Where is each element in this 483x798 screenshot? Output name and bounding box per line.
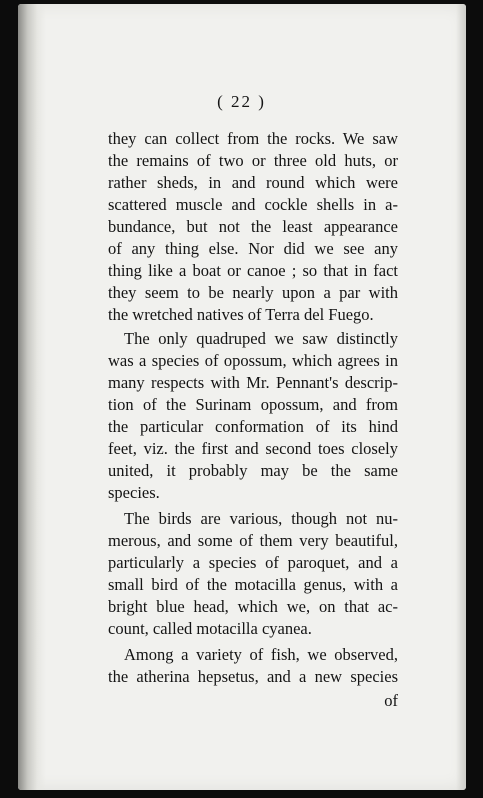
text-line: tion of the Surinam opossum, and from xyxy=(108,395,398,414)
text-line: merous, and some of them very beautiful, xyxy=(108,531,398,550)
text-line: rather sheds, in and round which were xyxy=(108,173,398,192)
text-line: feet, viz. the first and second toes closely xyxy=(108,439,398,458)
text-line: the particular conformation of its hind xyxy=(108,417,398,436)
text-line: was a species of opossum, which agrees in xyxy=(108,351,398,370)
text-line: they seem to be nearly upon a par with xyxy=(108,283,398,302)
text-line: scattered muscle and cockle shells in a- xyxy=(108,195,398,214)
paragraph-start-line: The only quadruped we saw distinctly xyxy=(124,329,398,348)
text-line: bright blue head, which we, on that ac- xyxy=(108,597,398,616)
paragraph-start-line: Among a variety of fish, we observed, xyxy=(124,645,398,664)
text-line: the atherina hepsetus, and a new species xyxy=(108,667,398,686)
text-line: count, called motacilla cyanea. xyxy=(108,619,312,638)
text-line: species. xyxy=(108,483,160,502)
catchword: of xyxy=(384,691,398,710)
text-line: united, it probably may be the same xyxy=(108,461,398,480)
text-line: the wretched natives of Terra del Fuego. xyxy=(108,305,374,324)
page-number: ( 22 ) xyxy=(217,92,266,111)
paragraph-start-line: The birds are various, though not nu- xyxy=(124,509,398,528)
text-line: particularly a species of paroquet, and a xyxy=(108,553,398,572)
text-line: many respects with Mr. Pennant's descrip- xyxy=(108,373,398,392)
text-line: the remains of two or three old huts, or xyxy=(108,151,398,170)
text-line: they can collect from the rocks. We saw xyxy=(108,129,398,148)
text-line: small bird of the motacilla genus, with a xyxy=(108,575,398,594)
text-line: bundance, but not the least appearance xyxy=(108,217,398,236)
page-binding-shadow xyxy=(18,4,46,790)
text-line: of any thing else. Nor did we see any xyxy=(108,239,398,258)
page-edge xyxy=(456,4,466,790)
text-line: thing like a boat or canoe ; so that in fact xyxy=(108,261,398,280)
